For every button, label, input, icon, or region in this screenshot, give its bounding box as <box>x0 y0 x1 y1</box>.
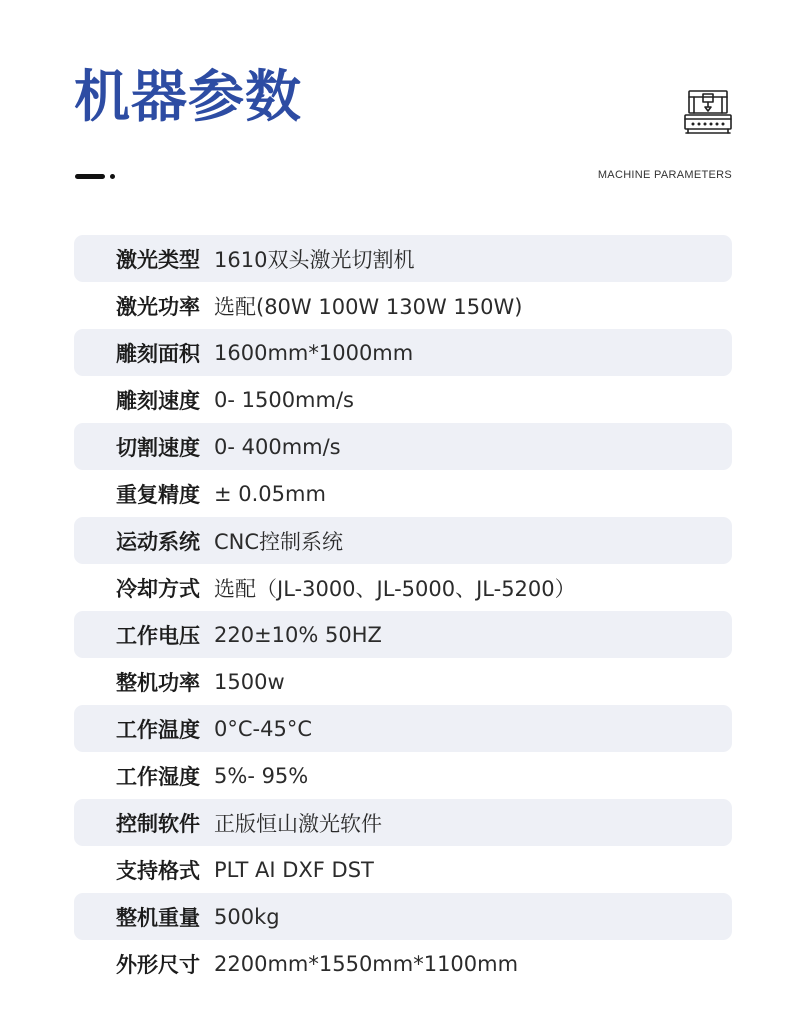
spec-label: 雕刻速度 <box>116 388 200 413</box>
laser-machine-icon <box>683 88 733 136</box>
spec-row-working-temperature <box>74 705 732 752</box>
spec-value: 正版恒山激光软件 <box>214 811 382 836</box>
spec-label: 整机功率 <box>116 670 200 695</box>
spec-row-machine-weight <box>74 893 732 940</box>
spec-value: PLT AI DXF DST <box>214 857 374 882</box>
spec-row-laser-type <box>74 235 732 282</box>
spec-label: 雕刻面积 <box>116 341 200 366</box>
spec-label: 支持格式 <box>116 858 200 883</box>
spec-label: 外形尺寸 <box>116 952 200 977</box>
spec-value: 选配(80W 100W 130W 150W) <box>214 294 523 319</box>
spec-row-control-software <box>74 799 732 846</box>
spec-row-repeat-accuracy <box>74 470 732 517</box>
spec-row-laser-power <box>74 282 732 329</box>
spec-value: CNC控制系统 <box>214 529 344 554</box>
spec-row-engraving-speed <box>74 376 732 423</box>
spec-label: 整机重量 <box>116 905 200 930</box>
spec-row-engraving-area <box>74 329 732 376</box>
spec-value: 0- 400mm/s <box>214 434 341 459</box>
spec-row-cutting-speed <box>74 423 732 470</box>
spec-value: 1610双头激光切割机 <box>214 247 415 272</box>
spec-label: 激光类型 <box>116 247 200 272</box>
spec-label: 控制软件 <box>116 811 200 836</box>
page-title: 机器参数 <box>74 65 302 130</box>
spec-value: 5%- 95% <box>214 763 309 788</box>
spec-label: 工作温度 <box>116 717 200 742</box>
spec-row-supported-formats <box>74 846 732 893</box>
spec-row-motion-system <box>74 517 732 564</box>
spec-value: 0- 1500mm/s <box>214 387 354 412</box>
spec-value: 0°C-45°C <box>214 716 312 741</box>
spec-row-working-humidity <box>74 752 732 799</box>
spec-label: 重复精度 <box>116 482 200 507</box>
spec-value: 选配（JL-3000、JL-5000、JL-5200） <box>214 576 576 601</box>
spec-row-dimensions <box>74 940 732 987</box>
spec-table <box>74 235 732 987</box>
spec-value: 1500w <box>214 669 285 694</box>
header-dot-divider <box>110 174 115 179</box>
spec-row-machine-power <box>74 658 732 705</box>
spec-row-working-voltage <box>74 611 732 658</box>
spec-label: 切割速度 <box>116 435 200 460</box>
spec-row-cooling-method <box>74 564 732 611</box>
spec-value: 1600mm*1000mm <box>214 340 414 365</box>
spec-label: 运动系统 <box>116 529 200 554</box>
spec-label: 工作湿度 <box>116 764 200 789</box>
spec-value: ± 0.05mm <box>214 481 326 506</box>
header-dash-divider <box>75 174 105 179</box>
spec-label: 激光功率 <box>116 294 200 319</box>
page-subtitle: MACHINE PARAMETERS <box>597 169 732 181</box>
spec-label: 工作电压 <box>116 623 200 648</box>
spec-label: 冷却方式 <box>116 576 200 601</box>
spec-value: 220±10% 50HZ <box>214 622 382 647</box>
spec-value: 2200mm*1550mm*1100mm <box>214 951 519 976</box>
spec-value: 500kg <box>214 904 280 929</box>
